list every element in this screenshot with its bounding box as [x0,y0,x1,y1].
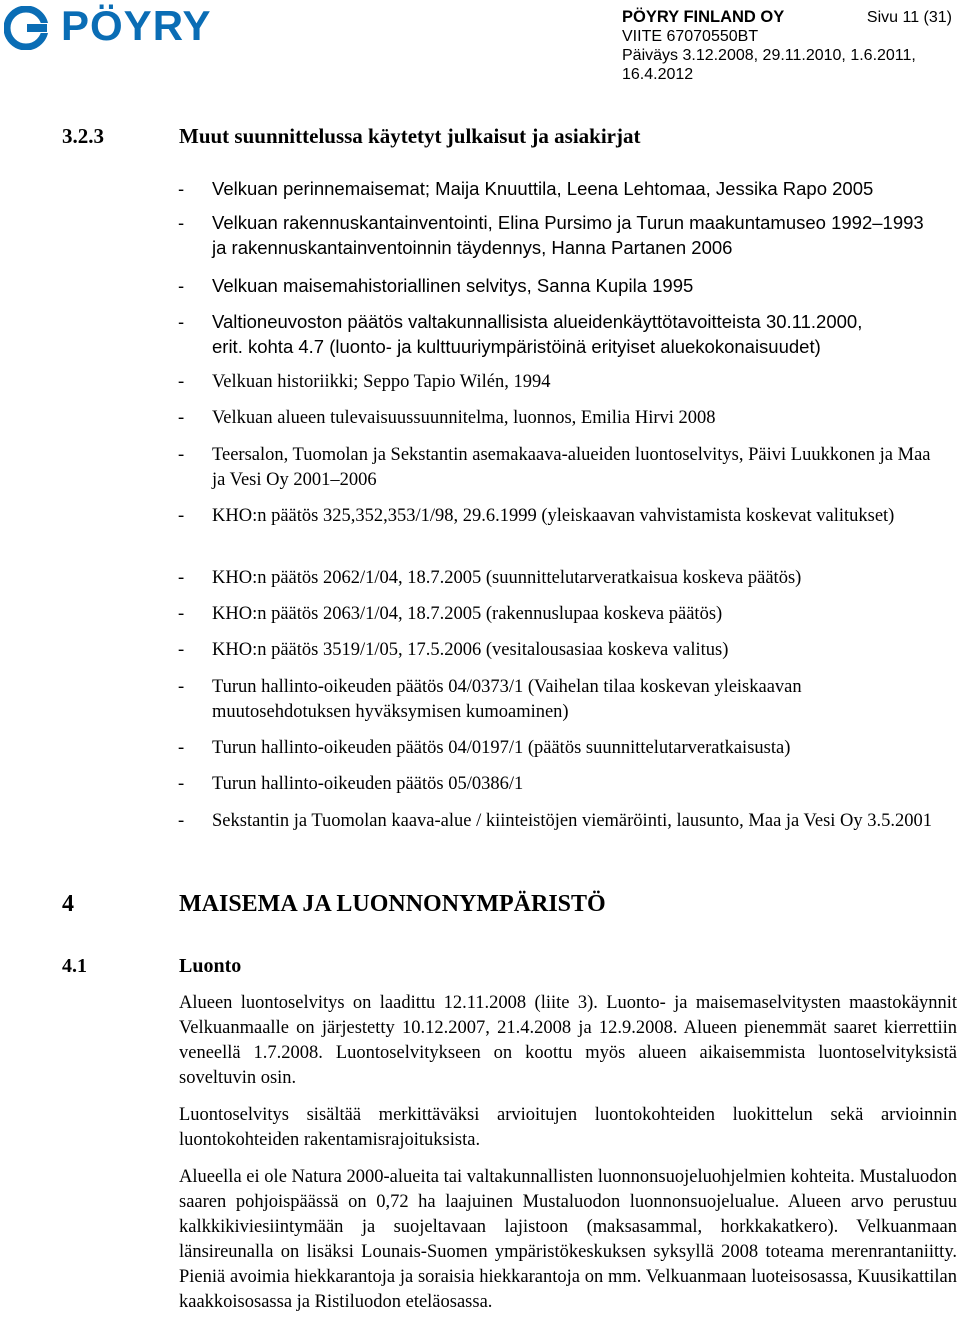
list-item-text: Teersalon, Tuomolan ja Sekstantin asemakaava-alueiden luontoselvitys, Päivi Luukkonen ja Maa ja Vesi Oy 2001–2006 [212,445,931,490]
list-item-text: Velkuan maisemahistoriallinen selvitys, Sanna Kupila 1995 [212,275,694,296]
list-item-text: erit. kohta 4.7 (luonto- ja kulttuuriympäristöinä erityiset aluekokonaisuudet) [212,336,821,357]
subsection-title: Luonto [179,955,242,977]
list-dash: - [178,506,185,526]
document-info [622,8,958,84]
list-item-continuation [212,334,940,359]
list-dash: - [178,445,185,465]
list-item-text: KHO:n päätös 325,352,353/1/98, 29.6.1999 (yleiskaavan vahvistamista koskevat valitukset) [212,506,895,526]
date-line-1: Päiväys 3.12.2008, 29.11.2010, 1.6.2011, [622,47,916,64]
list-item-text: Turun hallinto-oikeuden päätös 04/0373/1 (Vaihelan tilaa koskevan yleiskaavan muutosehdotuksen hyväksymisen kumoaminen) [212,677,802,722]
reference: VIITE 67070550BT [622,28,759,45]
list-item-text: KHO:n päätös 3519/1/05, 17.5.2006 (vesitalousasiaa koskeva valitus) [212,640,729,660]
list-dash: - [178,738,185,758]
list-dash: - [178,408,185,428]
list-item-text: Turun hallinto-oikeuden päätös 05/0386/1 [212,774,524,794]
body-paragraph: Luontoselvitys sisältää merkittäväksi arvioitujen luontokohteiden luokittelun sekä arvioinnin luontokohteiden rakentamisrajoituksista. [179,1105,957,1150]
poyry-logo [4,2,244,49]
list-dash: - [178,677,185,697]
list-dash: - [178,275,185,296]
list-dash: - [178,178,185,199]
page-number: Sivu 11 (31) [866,9,952,26]
list-item-text: Velkuan alueen tulevaisuussuunnitelma, luonnos, Emilia Hirvi 2008 [212,408,716,428]
logo-wordmark: PÖYRY [61,2,212,49]
list-item-text: KHO:n päätös 2062/1/04, 18.7.2005 (suunnittelutarveratkaisua koskeva päätös) [212,568,802,588]
body-paragraph: Alueella ei ole Natura 2000-alueita tai valtakunnallisten luonnonsuojeluohjelmien kohteita. Mustaluodon saaren pohjoispäässä on 0,72 ha laajuinen Mustaluodon luonnonsuojelualue. Alueen arvo perustuu kalkkikiviesiintymään ja suojeltavaan lajistoon (maksasammal, horkkakatkero). Velkuanmaan länsireunalla on lisäksi Lounais-Suomen ympäristökeskuksen syksyllä 2008 toteama merenrantaniitty. Pieniä avoimia hiekkarantoja ja soraisia hiekkarantoja on mm. Velkuanmaan luoteisosassa, Kuusikattilan kaakkoisosassa ja Ristiluodon eteläosassa. [179,1167,957,1312]
subsection-number: 4.1 [62,955,87,977]
company-name: PÖYRY FINLAND OY [622,8,785,26]
list-dash: - [178,640,185,660]
list-dash: - [178,311,185,332]
list-item-text: Turun hallinto-oikeuden päätös 04/0197/1 (päätös suunnittelutarveratkaisusta) [212,738,791,758]
list-item-text: Velkuan historiikki; Seppo Tapio Wilén, 1994 [212,372,551,392]
list-dash: - [178,212,185,233]
list-item-text: KHO:n päätös 2063/1/04, 18.7.2005 (rakennuslupaa koskeva päätös) [212,604,723,624]
chapter-number: 4 [62,891,74,917]
chapter-title: MAISEMA JA LUONNONYMPÄRISTÖ [179,891,606,917]
poyry-logo-icon [4,6,56,50]
body-paragraph: Alueen luontoselvitys on laadittu 12.11.2008 (liite 3). Luonto- ja maisemaselvitysten maastokäynnit Velkuanmaalle on järjestetty 10.12.2007, 21.4.2008 ja 12.9.2008. Alueen pienemmät saaret kierrettiin veneellä 1.7.2008. Luontoselvitykseen on koottu myös alueen aikaisemmista luontoselvityksistä soveltuvin osin. [179,993,957,1088]
list-item-text: Valtioneuvoston päätös valtakunnallisista alueidenkäyttötavoitteista 30.11.2000, [212,311,863,332]
list-dash: - [178,811,185,831]
list-dash: - [178,372,185,392]
list-item-text: Velkuan rakennuskantainventointi, Elina Pursimo ja Turun maakuntamuseo 1992–1993 ja rakennuskantainventoinnin täydennys, Hanna Partanen 2006 [212,212,924,258]
list-item-text: Velkuan perinnemaisemat; Maija Knuuttila, Leena Lehtomaa, Jessika Rapo 2005 [212,178,874,199]
page-header [0,0,960,90]
section-title: Muut suunnittelussa käytetyt julkaisut ja asiakirjat [179,124,641,148]
date-line-2: 16.4.2012 [622,66,694,83]
section-number: 3.2.3 [62,124,104,148]
list-dash: - [178,774,185,794]
list-dash: - [178,604,185,624]
list-item-text: Sekstantin ja Tuomolan kaava-alue / kiinteistöjen viemäröinti, lausunto, Maa ja Vesi Oy 3.5.2001 [212,811,933,831]
list-dash: - [178,568,185,588]
